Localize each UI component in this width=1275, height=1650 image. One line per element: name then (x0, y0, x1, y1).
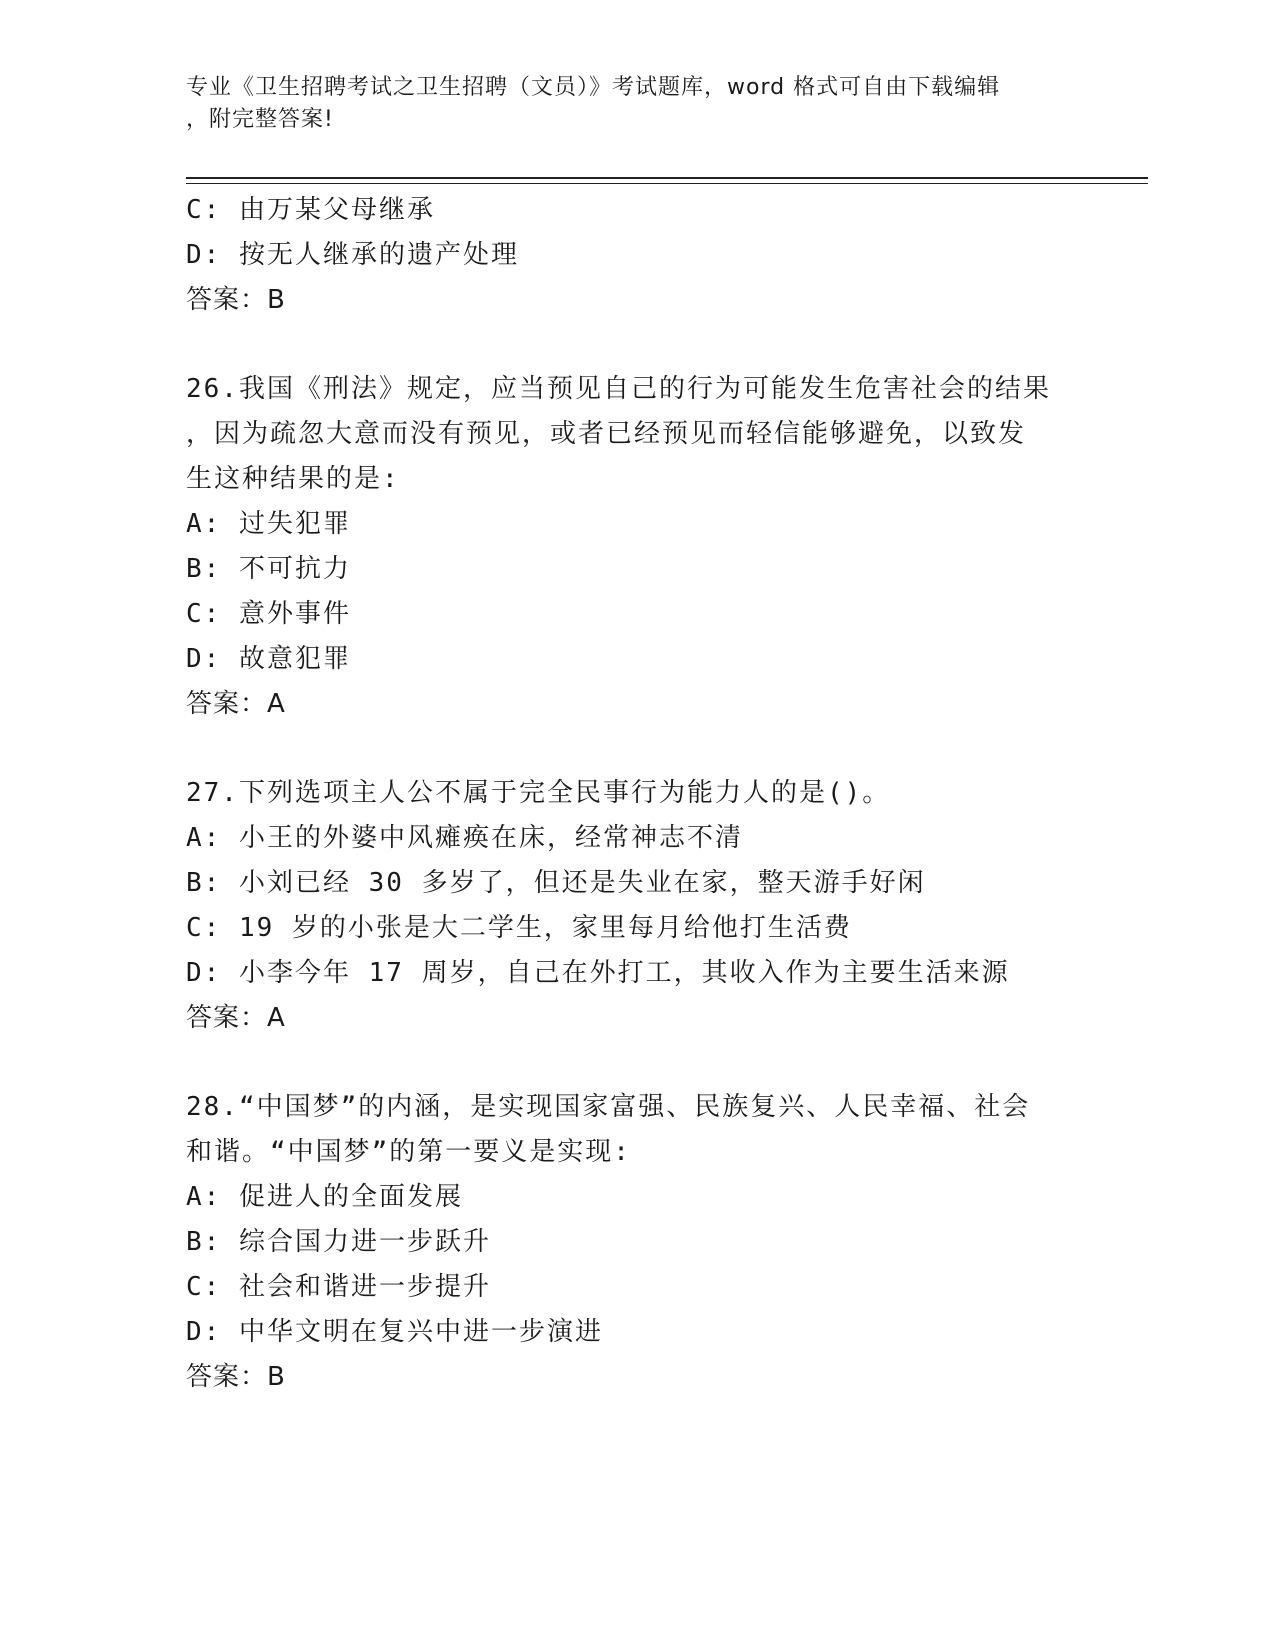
option-c: C: 意外事件 (186, 599, 351, 629)
header-rule-thin (186, 183, 1148, 184)
question-28 (186, 1085, 1086, 1400)
option-b: B: 综合国力进一步跃升 (186, 1227, 491, 1257)
option-a: A: 促进人的全面发展 (186, 1182, 463, 1212)
option-b: B: 小刘已经 30 多岁了，但还是失业在家，整天游手好闲 (186, 868, 926, 898)
page-header (186, 72, 1066, 136)
answer-line: 答案：B (186, 285, 286, 315)
question-stem-line: ，因为疏忽大意而没有预见，或者已经预见而轻信能够避免，以致发 (186, 419, 1027, 449)
option-a: A: 小王的外婆中风瘫痪在床，经常神志不清 (186, 823, 743, 853)
spacer (186, 727, 1086, 771)
question-stem-line: 27.下列选项主人公不属于完全民事行为能力人的是()。 (186, 778, 891, 808)
question-stem-line: 26.我国《刑法》规定，应当预见自己的行为可能发生危害社会的结果 (186, 374, 1051, 404)
option-d: D: 故意犯罪 (186, 644, 351, 674)
answer-line: 答案：B (186, 1362, 286, 1392)
question-content (186, 188, 1086, 1400)
question-26 (186, 367, 1086, 727)
option-c: C: 由万某父母继承 (186, 195, 435, 225)
option-b: B: 不可抗力 (186, 554, 351, 584)
header-line-2: ，附完整答案! (186, 107, 334, 132)
question-27 (186, 771, 1086, 1041)
question-stem-line: 生这种结果的是: (186, 464, 400, 494)
spacer (186, 1041, 1086, 1085)
option-d: D: 中华文明在复兴中进一步演进 (186, 1317, 603, 1347)
spacer (186, 323, 1086, 367)
header-line-1: 专业《卫生招聘考试之卫生招聘（文员）》考试题库，word 格式可自由下载编辑 (186, 75, 1001, 100)
option-c: C: 19 岁的小张是大二学生，家里每月给他打生活费 (186, 913, 852, 943)
question-25-tail (186, 188, 1086, 323)
answer-line: 答案：A (186, 1003, 286, 1033)
question-stem-line: 和谐。“中国梦”的第一要义是实现: (186, 1137, 631, 1167)
answer-line: 答案：A (186, 689, 286, 719)
header-rule-thick (186, 177, 1148, 179)
question-stem-line: 28.“中国梦”的内涵，是实现国家富强、民族复兴、人民幸福、社会 (186, 1092, 1031, 1122)
option-d: D: 按无人继承的遗产处理 (186, 240, 519, 270)
option-c: C: 社会和谐进一步提升 (186, 1272, 491, 1302)
option-a: A: 过失犯罪 (186, 509, 351, 539)
option-d: D: 小李今年 17 周岁，自己在外打工，其收入作为主要生活来源 (186, 958, 1010, 988)
